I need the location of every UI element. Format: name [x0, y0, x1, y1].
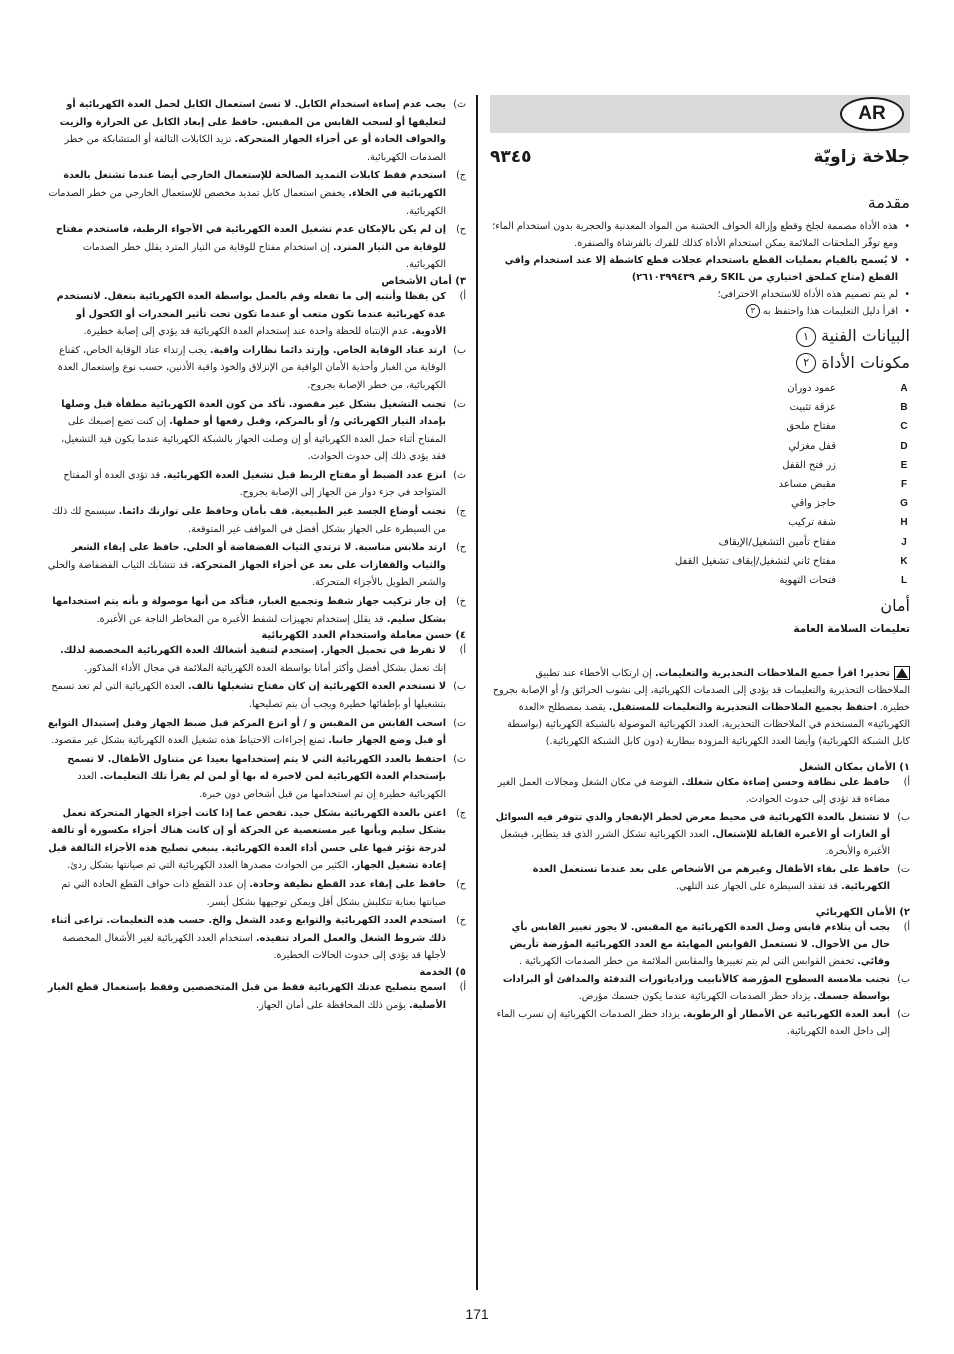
- item-text: قد يقلل إستخدام تجهيزات لشفط الأغبرة من المخاطر الناجة عن الأغبرة.: [96, 613, 387, 625]
- section-items: [46, 979, 466, 1014]
- item-bold-text: كن يقظا وأنتبه إلى ما تفعله وقم بالعمل بواسطة العدة الكهربائية بتعقل. لاتستخدم عدة كهربائية عندما تكون متعب أو عندما تكون تحت تأثير المخدرات أو الكحول أو الأدوية.: [56, 290, 446, 338]
- intro-heading: مقدمة: [867, 193, 910, 212]
- item-text: العدة الكهربائية التي لم تعد تسمح بتشغيلها أو بإطفائها خطيرة ويجب أن يتم تصليحها.: [51, 681, 446, 710]
- item-bold-text: أبعد العدة الكهربائية عن الأمطار أو الرطوبة.: [683, 1009, 890, 1021]
- item-text: يجب إرتداء عتاد الوقاية الخاص، كقناع الوقاية من الغبار وأحذية الأمان الواقية من الإنزلاق والخوذ واقية الأذنين، حسب نوع وإستعمال العدة الكهربائية، من خطر الإصابة بجروح.: [57, 344, 446, 391]
- item-marker: ح): [456, 542, 466, 554]
- part-item: [490, 513, 910, 532]
- item-bold-text: لا تستخدم العدة الكهربائية إن كان مفتاح تشغيلها تالف.: [187, 681, 446, 693]
- part-item: [490, 456, 910, 475]
- item-text: قد تتشابك الثياب الفضفاضة والحلي والشعر الطويل بالأجزاء المتحركة.: [47, 559, 446, 589]
- figure-ref-badge: ٣: [746, 304, 760, 318]
- part-label: عمود دوران: [787, 383, 836, 394]
- list-item: [46, 96, 466, 166]
- item-text: إن كنت تضع إصبعك على المفتاح أثناء حمل العدة الكهربائية أو إن وصلت الجهاز بالشبكة الكهربائية عندما يكون قيد التشغيل، فقد يؤدي ذلك إلى حدوث الحوادث.: [61, 416, 446, 463]
- item-marker: ب): [453, 681, 466, 693]
- left-column: [46, 95, 466, 1014]
- part-item: [490, 533, 910, 552]
- part-label: حاجز واقي: [791, 498, 836, 510]
- intro-item: • لا يُسمح بالقيام بعمليات القطع باستخدام عجلات قطع كاشطة إلا عند استخدام واقي القطع (متاح كملحق اختياري من SKIL رقم ٢٦١٠٣٩٩٤٣٩): [490, 252, 910, 286]
- item-text: استخدام العدد الكهربائية لغير الأشغال المخصصة لأجلها قد يؤدي إلى حدوث الحالات الخطيرة.: [62, 932, 446, 962]
- item-bold-text: حافظ على إبقاء عدد القطع نظيفة وحادة.: [249, 878, 446, 890]
- warning-paragraph: تحذير! اقرأ جميع الملاحظات التحذيرية والتعليمات. إن ارتكاب الأخطاء عند تطبيق الملاحظات التحذيرية والتعليمات قد يؤدي إلى الصدمات الكهربائية، إلى نشوب الحرائق و/ أو الإصابة بجروح خطيرة. احتفظ بجميع الملاحظات التحذيرية والتعليمات للمستقبل. يقصد بمصطلح «العدة الكهربائية» المستخدم في الملاحظات التحذيرية، العدد الكهربائية الموصولة بالشبكة الكهربائية (بواسطة كابل الشبكة الكهربائية) وأيضا العدد الكهربائية المزودة ببطارية (دون كابل الشبكة الكهربائية.): [492, 668, 910, 748]
- part-label: مفتاح ثاني لتشغيل/إيقاف تشغيل القفل: [674, 555, 836, 567]
- list-item: [46, 751, 466, 804]
- part-item: [490, 475, 910, 494]
- intro-list: [490, 218, 910, 320]
- part-label: شفة تركيب: [788, 517, 836, 529]
- section-items: [46, 288, 466, 628]
- section-title: ٤) حسن معاملة واستخدام العدد الكهربائية: [261, 630, 466, 642]
- intro-item: • لم يتم تصميم هذه الأداة للاستخدام الاحترافي؛: [490, 286, 910, 303]
- list-item: [46, 503, 466, 538]
- list-item: [490, 861, 910, 895]
- list-item: [490, 971, 910, 1005]
- item-bold-text: تجنب أوضاع الجسد غير الطبيعية. قف بأمان وحافظ على توازنك دائما.: [118, 506, 446, 518]
- section-items: [490, 919, 910, 1040]
- list-item: [46, 642, 466, 677]
- item-text: يؤمن ذلك المحافظة على أمان الجهاز.: [256, 999, 409, 1011]
- item-bold-text: اسمح بتصليح عدتك الكهربائية فقط من قبل المتخصصين وفقط بإستعمال قطع الغيار الأصلية.: [47, 981, 446, 1011]
- part-label: زر فتح القفل: [782, 459, 836, 471]
- model-number: ٩٣٤٥: [490, 147, 532, 167]
- item-bold-text: ارتد ملابس مناسبة. لا ترتدي الثياب الفضفاضة أو الحلي. حافظ على إبقاء الشعر والثياب والقفازات على بعد عن أجزاء الجهاز المتحركة.: [71, 542, 446, 571]
- item-bold-text: تجنب ملامسة السطوح المؤرضة كالأنابيب ورادياتورات التدفئة والمدافئ أو البرادات بواسطة جسمك.: [502, 974, 890, 1003]
- part-letter: B: [900, 402, 908, 414]
- parts-heading: مكونات الأداة ٢: [490, 353, 910, 374]
- item-bold-text: استخدم فقط كابلات التمديد الصالحة للإستعمال الخارجي أيضا عندما تشتغل بالعدة الكهربائية في الخلاء.: [63, 170, 446, 199]
- part-letter: A: [900, 383, 908, 394]
- part-letter: J: [901, 536, 907, 548]
- item-bold-text: حافظ على نظافة وحسن إضاءة مكان شغلك.: [681, 777, 890, 789]
- part-item: [490, 552, 910, 571]
- right-column: [490, 95, 910, 1040]
- part-item: [490, 437, 910, 456]
- list-item: [46, 288, 466, 341]
- item-text: يخفض استعمال كابل تمديد مخصص للإستعمال الخارجي من خطر الصدمات الكهربائية.: [48, 187, 446, 217]
- list-item: [46, 678, 466, 713]
- column-divider: [476, 95, 478, 1290]
- list-item: [46, 715, 466, 750]
- intro-item: • اقرأ دليل التعليمات هذا واحتفظ به ٣: [490, 303, 910, 320]
- item-text: العدد الكهربائية تشكل الشرر الذي قد يتطاير، فيشعل الأغبرة والأبخرة.: [500, 829, 890, 858]
- item-marker: ح): [456, 224, 466, 236]
- list-item: [46, 467, 466, 502]
- part-letter: L: [900, 575, 908, 587]
- item-bold-text: استخدم العدد الكهربائية والتوابع وعدد الشغل والخ. حسب هذه التعليمات. تراعى أثناء ذلك شروط الشغل والعمل المراد تنفيذه.: [51, 915, 446, 944]
- section-title: ٥) الخدمة: [419, 966, 466, 978]
- part-label: مقبض مساعد: [778, 479, 836, 491]
- item-bold-text: لا تشتغل بالعدة الكهربائية في محيط معرض لخطر الإنفجار والذي تتوفر فيه السوائل أو الغازات أو الأغبرة القابلة للإشتعال.: [495, 812, 890, 841]
- section-items: [46, 642, 466, 965]
- part-letter: H: [900, 517, 908, 529]
- item-bold-text: انزع عدد الضبط أو مفتاح الربط قبل تشغيل العدة الكهربائية.: [163, 469, 446, 481]
- list-item: [46, 912, 466, 965]
- item-text: الفوضة في مكان الشغل ومجالات العمل الغير مضاءة قد تؤدي إلى حدوث الحوادث.: [497, 777, 890, 806]
- item-marker: ج): [456, 170, 466, 182]
- parts-list: [490, 379, 910, 590]
- language-badge: AR: [840, 97, 904, 131]
- part-label: مفتاح ملحق: [786, 421, 836, 433]
- list-item: [46, 979, 466, 1014]
- general-safety-heading: تعليمات السلامة العامة: [793, 623, 910, 636]
- item-text: إن عدد القطع ذات حواف القطع الحادة التي تم صيانتها بعناية تتكلبش بشكل أقل ويمكن توجيهها بشكل أيسر.: [61, 878, 446, 908]
- intro-item: • هذه الأداة مصممة لجلخ وقطع وإزالة الحواف الخشنة من المواد المعدنية والحجرية بدون استخدام الماء؛ ومع توفّر الملحقات الملائمة يمكن استخدام الأداة كذلك للفرك بالفرشاة والصنفرة.: [490, 218, 910, 252]
- item-marker: ح): [456, 878, 466, 890]
- item-bold-text: اسحب القابس من المقبس و / أو انزع المركم قبل ضبط الجهاز وقبل إستبدال التوابع أو قبل وضع الجهاز جانبا.: [47, 717, 446, 747]
- item-text: العدد الكهربائية خطيرة إن تم استخدامها من قبل أشخاص دون خبرة.: [77, 771, 446, 800]
- item-marker: أ): [903, 777, 910, 789]
- item-marker: ج): [456, 506, 466, 518]
- item-marker: ب): [897, 974, 910, 986]
- item-bold-text: تجنب التشغيل بشكل غير مقصود. تأكد من كون العدة الكهربائية مطفأة قبل وصلها بإمداد التيار الكهربائي و/ أو بالمركم، وقبل رفعها أو حملها.: [61, 398, 446, 428]
- item-text: قد تفقد السيطرة على الجهاز عند التلهي.: [675, 881, 842, 893]
- part-item: [490, 571, 910, 590]
- item-text: إنك تعمل بشكل أفضل وأكثر أمانا بواسطة العدة الكهربائية الملائمة في مجال الأداء المذكور.: [84, 662, 446, 674]
- item-bold-text: ارتد عتاد الوقاية الخاص. وإرتد دائما نظارات واقية.: [209, 344, 446, 356]
- item-marker: أ): [459, 290, 466, 302]
- list-item: [46, 593, 466, 628]
- item-marker: ب): [897, 812, 910, 824]
- item-text: تمنع إجراءات الاحتياط هذه تشغيل العدة الكهربائية بشكل غير مقصود.: [51, 735, 329, 747]
- part-item: [490, 379, 910, 398]
- part-label: مفتاح تأمين التشغيل/الإيقاف: [718, 536, 836, 548]
- specs-heading: البيانات الفنية ١: [490, 326, 910, 347]
- item-bold-text: حافظ على بقاء الأطفال وغيرهم من الأشخاص على بعد عندما تستعمل العدة الكهربائية.: [532, 864, 890, 893]
- item-marker: خ): [456, 915, 466, 927]
- safety-heading: أمان: [880, 596, 910, 616]
- item-bold-text: إن جاز تركيب جهاز شفط وتجميع الغبار، فتأكد من أنها موصولة و بأنه يتم استخدامها بشكل سليم.: [52, 596, 446, 625]
- list-item: [46, 876, 466, 911]
- item-marker: ت): [897, 864, 910, 876]
- product-title: جلاخة زاويّة: [813, 147, 910, 167]
- part-label: عزقة تثبيت: [789, 402, 836, 414]
- item-text: يزداد خطر الصدمات الكهربائية عندما يكون جسمك مؤرض.: [578, 991, 814, 1003]
- part-letter: K: [900, 555, 908, 567]
- item-text: قد تؤدي العدة أو المفتاح المتواجد في جزء دوار من الجهاز إلى الإصابة بجروح.: [63, 469, 446, 499]
- item-bold-text: احتفظ بالعدد الكهربائية التي لا يتم إستخدامها بعيدا عن متناول الأطفال. لا تسمح بإستخدام العدة الكهربائية لمن لاخبرة له بها أو لمن لم يقرأ تلك التعليمات.: [67, 753, 446, 783]
- list-item: [46, 539, 466, 592]
- section-items: [46, 96, 466, 274]
- item-marker: ث): [453, 99, 466, 110]
- warning-triangle-icon: [894, 666, 910, 680]
- title-row: [490, 143, 910, 187]
- list-item: [490, 774, 910, 808]
- part-letter: F: [900, 479, 908, 491]
- item-text: عدم الإنتباه للحظة واحدة عند إستخدام العدة الكهربائية قد يؤدي إلى إصابة خطيرة.: [83, 326, 412, 338]
- language-band: [490, 95, 910, 133]
- page-number: 171: [465, 1306, 489, 1322]
- part-item: [490, 417, 910, 436]
- section-title: ١) الأمان بمكان الشغل: [799, 762, 910, 774]
- item-marker: ث): [453, 753, 466, 765]
- item-text: سيسمح لك ذلك من السيطرة على الجهاز بشكل أفضل في المواقف غير المتوقعة.: [51, 506, 446, 535]
- part-letter: E: [900, 459, 908, 471]
- item-text: إن استخدام مفتاح للوقاية من التيار المترد يقلل خطر الصدمات الكهربائية.: [82, 241, 446, 271]
- part-item: [490, 398, 910, 417]
- item-bold-text: يجب أن يتلاءم قابس وصل العدة الكهربائية مع المقبس. لا يجوز تغيير القابس بأي حال من الأحوال. لا تستعمل القوابس المهايئة مع العدد الكهربائية المؤرضة تأريض وقائي.: [509, 922, 890, 968]
- figure-ref-badge: ٢: [796, 353, 816, 373]
- item-marker: ت): [897, 1009, 910, 1021]
- item-marker: ت): [453, 717, 466, 729]
- section-title: ٣) أمان الأشخاص: [381, 275, 466, 287]
- part-letter: D: [900, 440, 908, 452]
- part-letter: G: [900, 498, 908, 510]
- item-marker: أ): [459, 981, 466, 993]
- item-marker: خ): [456, 596, 466, 608]
- list-item: [46, 167, 466, 220]
- list-item: [46, 805, 466, 875]
- item-bold-text: إن لم يكن بالإمكان عدم تشغيل العدة الكهربائية في الأجواء الرطبة، فاستخدم مفتاح للوقاية من التيار المترد.: [55, 224, 446, 253]
- list-item: [490, 809, 910, 860]
- item-marker: أ): [903, 922, 910, 934]
- part-label: فتحات التهوية: [779, 575, 836, 587]
- part-item: [490, 494, 910, 513]
- item-text: تزيد الكابلات التالفة أو المتشابكة من خطر الصدمات الكهربائية.: [64, 134, 446, 163]
- part-label: قفل مغزلي: [788, 440, 836, 452]
- item-text: تخفض القوابس التي لم يتم تغييرها والمقابس الملائمة من خطر الصدمات الكهربائية .: [518, 956, 858, 968]
- list-item: [46, 396, 466, 466]
- item-bold-text: لا تفرط في تحميل الجهاز. إستخدم لتنفيذ أشغالك العدة الكهربائية المخصصة لذلك.: [60, 645, 446, 657]
- item-bold-text: يجب عدم إساءة استخدام الكابل. لا تسئ استعمال الكابل لحمل العدة الكهربائية أو لتعليقها أو لسحب القابس من المقبس. حافظ على إبعاد الكابل عن الحرارة والزيت والحواف الحادة أو عن أجزاء الجهاز المتحركة.: [59, 99, 446, 146]
- section-items: [490, 774, 910, 895]
- item-marker: ث): [453, 469, 466, 481]
- list-item: [46, 221, 466, 274]
- figure-ref-badge: ١: [796, 327, 816, 347]
- item-marker: ب): [453, 344, 466, 356]
- item-marker: ج): [456, 807, 466, 819]
- section-title: ٢) الأمان الكهربائي: [815, 907, 910, 919]
- item-bold-text: اعتن بالعدة الكهربائية بشكل جيد. تفحص عما إذا كانت أجزاء الجهاز المتحركة تعمل بشكل سليم وبأنها غير مستعصية عن الحركة أو إن كانت هناك أجزاء مكسورة أو تالفة لدرجة تؤثر فيها على حسن أداء العدة الكهربائية. ينبغي تصليح هذه الأجزاء التالفة قبل إعادة تشغيل الجهاز.: [48, 807, 446, 872]
- list-item: [490, 1006, 910, 1040]
- item-text: يزداد خطر الصدمات الكهربائية إن تسرب الماء إلى داخل العدة الكهربائية.: [496, 1009, 890, 1038]
- list-item: [46, 342, 466, 395]
- item-marker: ت): [453, 398, 466, 410]
- list-item: [490, 919, 910, 970]
- item-text: الكثير من الحوادث مصدرها العدد الكهربائية التي تم صيانتها بشكل ردئ.: [67, 860, 352, 872]
- part-letter: C: [900, 421, 908, 433]
- item-marker: أ): [459, 645, 466, 657]
